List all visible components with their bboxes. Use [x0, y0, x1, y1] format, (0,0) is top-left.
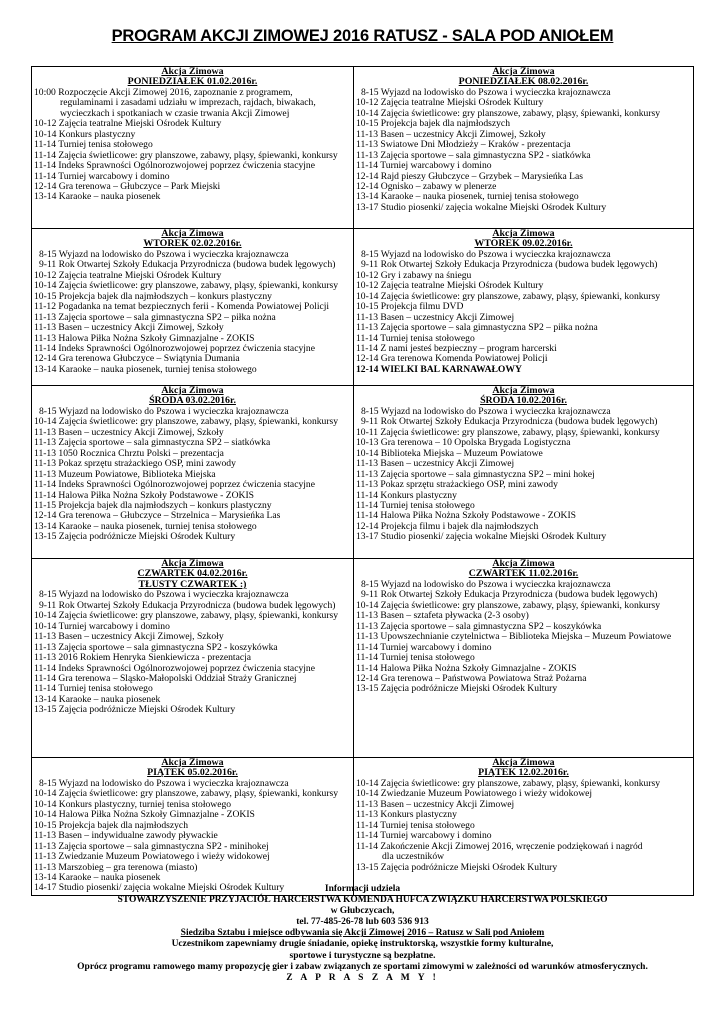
page-title: PROGRAM AKCJI ZIMOWEJ 2016 RATUSZ - SALA POD ANIOŁEM [111, 27, 614, 45]
schedule-entry: 11-13 Basen – uczestnicy Akcji Zimowej [356, 799, 515, 810]
schedule-entry: 12-14 Ognisko – zabawy w plenerze [356, 181, 497, 192]
schedule-row [32, 229, 694, 386]
schedule-entry: 10-14 Zajęcia świetlicowe: gry planszowe, zabawy, pląsy, śpiewanki, konkursy [356, 600, 661, 611]
info-label: Informacji udziela [324, 884, 401, 894]
schedule-row [32, 758, 694, 896]
day-label: Akcja Zimowa [161, 228, 224, 239]
day-cell [354, 67, 694, 229]
schedule-entry: 10-14 Zwiedzanie Muzeum Powiatowego i wieży widokowej [356, 789, 593, 800]
schedule-entry: wycieczkach i spotkaniach w czasie trwania Akcji Zimowej [60, 108, 290, 119]
schedule-entry: 11-14 Turniej tenisa stołowego [356, 653, 475, 664]
day-cell [32, 67, 354, 229]
schedule-entry: 8-15 Wyjazd na lodowisko do Pszowa i wycieczka krajoznawcza [361, 406, 611, 417]
day-label: Akcja Zimowa [161, 558, 224, 569]
schedule-entry: 10-14 Zajęcia świetlicowe: gry planszowe, zabawy, pląsy, śpiewanki, konkursy [34, 611, 339, 622]
schedule-entry: 10-14 Konkurs plastyczny, turniej tenisa stołowego [34, 799, 232, 810]
schedule-entry: 13-14 Karaoke – nauka piosenek [34, 192, 161, 203]
schedule-entry: dla uczestników [382, 852, 445, 863]
schedule-entry: 11-13 Zwiedzanie Muzeum Powiatowego i wieży widokowej [34, 852, 270, 863]
schedule-entry: 13-17 Studio piosenki/ zajęcia wokalne Miejski Ośrodek Kultury [356, 532, 607, 543]
schedule-entry: 8-15 Wyjazd na lodowisko do Pszowa i wycieczka krajoznawcza [361, 579, 611, 590]
schedule-entry: 10-14 Zajęcia świetlicowe: gry planszowe, zabawy, pląsy, śpiewanki, konkursy [34, 281, 339, 292]
schedule-entry: 11-14 Turniej tenisa stołowego [34, 140, 153, 151]
schedule-entry: 9-11 Rok Otwartej Szkoły Edukacja Przyrodnicza (budowa budek lęgowych) [361, 260, 658, 271]
schedule-entry: 11-13 2016 Rokiem Henryka Sienkiewicza - prezentacja [34, 653, 252, 664]
day-date: PIĄTEK 12.02.2016r. [478, 767, 569, 779]
day-cell [354, 229, 694, 386]
schedule-entry: 11-13 Zajęcia sportowe – sala gimnastyczna SP2 - minihokej [34, 841, 269, 852]
schedule-entry: 11-14 Indeks Sprawności Ogólnorozwojowej poprzez ćwiczenia stacyjne [34, 343, 315, 354]
schedule-entry: 10-14 Biblioteka Miejska – Muzeum Powiatowe [356, 448, 543, 459]
schedule-entry: 11-13 Basen – uczestnicy Akcji Zimowej, Szkoły [34, 632, 224, 643]
schedule-entry: 11-14 Turniej warcabowy i domino [356, 642, 492, 653]
schedule-entry: 10-11 Zajęcia świetlicowe: gry planszowe, zabawy, pląsy, śpiewanki, konkursy [356, 427, 660, 438]
schedule-entry: 10-12 Zajęcia teatralne Miejski Ośrodek Kultury [356, 281, 544, 292]
schedule-entry: 13-15 Zajęcia podróżnicze Miejski Ośrodek Kultury [356, 862, 558, 873]
day-date: PONIEDZIAŁEK 01.02.2016r. [127, 76, 258, 88]
day-date: PONIEDZIAŁEK 08.02.2016r. [458, 76, 589, 88]
schedule-entry: 11-14 Turniej tenisa stołowego [34, 684, 153, 695]
day-cell [32, 559, 354, 758]
schedule-entry: 8-15 Wyjazd na lodowisko do Pszowa i wycieczka krajoznawcza [39, 406, 289, 417]
schedule-entry: 9-11 Rok Otwartej Szkoły Edukacja Przyrodnicza (budowa budek lęgowych) [361, 417, 658, 428]
schedule-row [32, 386, 694, 559]
schedule-entry: 11-13 Halowa Piłka Nożna Szkoły Gimnazjalne - ZOKIS [34, 333, 255, 344]
schedule-entry: 11-13 Basen – uczestnicy Akcji Zimowej, Szkoły [34, 323, 224, 334]
schedule-entry: 11-14 Zakończenie Akcji Zimowej 2016, wręczenie podziękowań i nagród [356, 841, 643, 852]
schedule-entry: 11-13 Pokaz sprzętu strażackiego OSP, mini zawody [34, 459, 236, 470]
schedule-entry: 11-14 Turniej warcabowy i domino [356, 161, 492, 172]
day-subtitle: TŁUSTY CZWARTEK :) [138, 578, 247, 590]
schedule-entry: 11-14 Turniej tenisa stołowego [356, 333, 475, 344]
schedule-entry: 11-13 Basen – uczestnicy Akcji Zimowej [356, 312, 515, 323]
schedule-entry: 11-14 Gra terenowa – Śląsko-Małopolski Oddział Straży Granicznej [34, 673, 297, 684]
schedule-entry: 11-13 Konkurs plastyczny [356, 810, 457, 821]
schedule-entry: 10-14 Zajęcia świetlicowe: gry planszowe, zabawy, pląsy, śpiewanki, konkursy [356, 108, 661, 119]
schedule-entry: 10-12 Gry i zabawy na śniegu [356, 270, 472, 281]
schedule-entry: 11-13 Marszobieg – gra terenowa (miasto) [34, 862, 198, 873]
schedule-entry: 10-14 Zajęcia świetlicowe: gry planszowe, zabawy, pląsy, śpiewanki, konkursy [34, 789, 339, 800]
schedule-entry: 8-15 Wyjazd na lodowisko do Pszowa i wycieczka krajoznawcza [361, 87, 611, 98]
day-label: Akcja Zimowa [161, 757, 224, 768]
day-cell [32, 386, 354, 559]
schedule-entry: 13-14 Karaoke – nauka piosenek, turniej tenisa stołowego [34, 364, 257, 375]
schedule-entry: 9-11 Rok Otwartej Szkoły Edukacja Przyrodnicza (budowa budek lęgowych) [361, 590, 658, 601]
schedule-entry: 11-13 Basen – sztafeta pływacka (2-3 osoby) [356, 611, 529, 622]
schedule-entry: 11-14 Indeks Sprawności Ogólnorozwojowej poprzez ćwiczenia stacyjne [34, 663, 315, 674]
schedule-entry: 13-14 Karaoke – nauka piosenek [34, 872, 161, 883]
schedule-entry: 13-17 Studio piosenki/ zajęcia wokalne Miejski Ośrodek Kultury [356, 202, 607, 213]
schedule-entry: 10-14 Zajęcia świetlicowe: gry planszowe, zabawy, pląsy, śpiewanki, konkursy [34, 417, 339, 428]
schedule-entry: 11-13 Upowszechnianie czytelnictwa – Biblioteka Miejska – Muzeum Powiatowe [356, 632, 672, 643]
benefits-line-2: sportowe i turystyczne są bezpłatne. [289, 950, 436, 961]
schedule-entry: 10-15 Projekcja bajek dla najmłodszych – konkurs plastyczny [34, 291, 272, 302]
schedule-row [32, 559, 694, 758]
schedule-entry: 11-13 Zajęcia sportowe – sala gimnastyczna SP2 – mini hokej [356, 469, 595, 480]
schedule-entry: 11-13 Zajęcia sportowe – sala gimnastyczna SP2 – piłka nożna [34, 312, 276, 323]
day-label: Akcja Zimowa [492, 66, 555, 77]
schedule-entry: 11-14 Konkurs plastyczny [356, 490, 457, 501]
schedule-entry: 11-13 Basen – uczestnicy Akcji Zimowej, Szkoły [34, 427, 224, 438]
schedule-table [31, 66, 694, 896]
schedule-entry: 12-14 Gra terenowa – Głubczyce – Park Miejski [34, 181, 221, 192]
day-date: ŚRODA 03.02.2016r. [149, 395, 236, 407]
schedule-entry: 13-14 Karaoke – nauka piosenek, turniej tenisa stołowego [356, 192, 579, 203]
schedule-row [32, 67, 694, 229]
day-date: WTOREK 02.02.2016r. [143, 238, 242, 250]
schedule-entry: 8-15 Wyjazd na lodowisko do Pszowa i wycieczka krajoznawcza [39, 249, 289, 260]
schedule-entry: 10-14 Konkurs plastyczny [34, 129, 136, 140]
schedule-entry: 11-14 Indeks Sprawności Ogólnorozwojowej poprzez ćwiczenia stacyjne [34, 161, 315, 172]
day-label: Akcja Zimowa [492, 757, 555, 768]
schedule-entry: 11-14 Halowa Piłka Nożna Szkoły Podstawowe - ZOKIS [34, 490, 255, 501]
day-cell [354, 386, 694, 559]
schedule-entry: 10-14 Zajęcia świetlicowe: gry planszowe, zabawy, pląsy, śpiewanki, konkursy [356, 291, 661, 302]
schedule-entry: 10-12 Zajęcia teatralne Miejski Ośrodek Kultury [34, 270, 222, 281]
day-date: ŚRODA 10.02.2016r. [480, 395, 567, 407]
phone-numbers: tel. 77-485-26-78 lub 603 536 913 [296, 917, 429, 928]
schedule-entry: 9-11 Rok Otwartej Szkoły Edukacja Przyrodnicza (budowa budek lęgowych) [39, 260, 336, 271]
schedule-entry: 11-13 Basen – indywidualne zawody pływackie [34, 831, 218, 842]
schedule-entry: 11-13 Pokaz sprzętu strażackiego OSP, mini zawody [356, 480, 558, 491]
schedule-entry: 11-13 Basen – uczestnicy Akcji Zimowej [356, 459, 515, 470]
schedule-entry: 12-14 Gra terenowa – Głubczyce – Strzelnica – Marysieńka Las [34, 511, 281, 522]
schedule-entry: 11-14 Turniej tenisa stołowego [356, 820, 475, 831]
schedule-entry: 13-14 Karaoke – nauka piosenek, turniej tenisa stołowego [34, 521, 257, 532]
schedule-entry: 11-13 Zajęcia sportowe – sala gimnastyczna SP2 - koszykówka [34, 642, 278, 653]
day-date: PIĄTEK 05.02.2016r. [147, 767, 238, 779]
day-label: Akcja Zimowa [492, 385, 555, 396]
invitation: Z A P R A S Z A M Y ! [286, 972, 439, 983]
schedule-entry: 13-15 Zajęcia podróżnicze Miejski Ośrodek Kultury [34, 532, 236, 543]
schedule-entry: 12-14 Rajd pieszy Głubczyce – Grzybek – Marysieńka Las [356, 171, 583, 182]
schedule-entry: regulaminami i zasadami udziału w imprezach, rajdach, biwakach, [60, 98, 316, 109]
day-cell [354, 758, 694, 896]
schedule-entry: 10-12 Zajęcia teatralne Miejski Ośrodek Kultury [34, 119, 222, 130]
schedule-entry: 11-14 Halowa Piłka Nożna Szkoły Gimnazjalne - ZOKIS [356, 663, 577, 674]
schedule-entry: 10-12 Zajęcia teatralne Miejski Ośrodek Kultury [356, 98, 544, 109]
schedule-entry: 8-15 Wyjazd na lodowisko do Pszowa i wycieczka krajoznawcza [361, 249, 611, 260]
day-cell [354, 559, 694, 758]
schedule-entry: 11-14 Zajęcia świetlicowe: gry planszowe, zabawy, pląsy, śpiewanki, konkursy [34, 150, 338, 161]
schedule-entry: 10-15 Projekcja filmu DVD [356, 302, 464, 313]
day-cell [32, 758, 354, 896]
day-cell [32, 229, 354, 386]
schedule-entry: 11-14 Turniej warcabowy i domino [34, 171, 170, 182]
day-date: CZWARTEK 04.02.2016r. [137, 568, 248, 580]
day-date: CZWARTEK 11.02.2016r. [468, 568, 579, 580]
organization-city: w Głubczycach, [330, 906, 395, 917]
schedule-entry: 9-11 Rok Otwartej Szkoły Edukacja Przyrodnicza (budowa budek lęgowych) [39, 600, 336, 611]
contact-footer [0, 884, 725, 984]
schedule-entry: 11-15 Projekcja bajek dla najmłodszych – konkurs plastyczny [34, 500, 272, 511]
schedule-entry: 11-14 Z nami jesteś bezpieczny – program harcerski [356, 343, 557, 354]
schedule-entry: 11-14 Halowa Piłka Nożna Szkoły Podstawowe - ZOKIS [356, 511, 577, 522]
benefits-line: Uczestnikom zapewniamy drugie śniadanie, opiekę instruktorską, wszystkie formy kulturalne, [171, 939, 554, 950]
schedule-entry: 11-13 Zajęcia sportowe – sala gimnastyczna SP2 – piłka nożna [356, 323, 598, 334]
schedule-entry: 10-15 Projekcja bajek dla najmłodszych [356, 119, 510, 130]
schedule-entry: 11-13 Zajęcia sportowe – sala gimnastyczna SP2 – koszykówka [356, 621, 602, 632]
day-label: Akcja Zimowa [161, 385, 224, 396]
schedule-entry: 10-14 Turniej warcabowy i domino [34, 621, 170, 632]
schedule-entry: 12-14 Projekcja filmu i bajek dla najmłodszych [356, 521, 539, 532]
schedule-entry: 10-14 Zajęcia świetlicowe: gry planszowe, zabawy, pląsy, śpiewanki, konkursy [356, 778, 661, 789]
schedule-entry: 12-14 WIELKI BAL KARNAWAŁOWY [356, 364, 522, 375]
schedule-entry: 11-14 Turniej warcabowy i domino [356, 831, 492, 842]
schedule-entry: 11-13 Basen – uczestnicy Akcji Zimowej, Szkoły [356, 129, 546, 140]
schedule-entry: 10-14 Halowa Piłka Nożna Szkoły Gimnazjalne - ZOKIS [34, 810, 255, 821]
schedule-entry: 13-15 Zajęcia podróżnicze Miejski Ośrodek Kultury [34, 705, 236, 716]
schedule-entry: 12-14 Gra terenowa – Państwowa Powiatowa Straż Pożarna [356, 673, 587, 684]
schedule-entry: 11-12 Pogadanka na temat bezpiecznych ferii - Komenda Powiatowej Policji [34, 302, 330, 313]
schedule-entry: 11-13 1050 Rocznica Chrztu Polski – prezentacja [34, 448, 224, 459]
schedule-entry: 10:00 Rozpoczęcie Akcji Zimowej 2016, zapoznanie z programem, [34, 87, 293, 98]
schedule-entry: 11-13 Zajęcia sportowe – sala gimnastyczna SP2 – siatkówka [34, 438, 271, 449]
schedule-entry: 8-15 Wyjazd na lodowisko do Pszowa i wycieczka krajoznawcza [39, 778, 289, 789]
schedule-entry: 11-13 Światowe Dni Młodzieży – Kraków - prezentacja [356, 140, 571, 151]
schedule-entry: 11-13 Zajęcia sportowe – sala gimnastyczna SP2 - siatkówka [356, 150, 591, 161]
headquarters-note: Siedziba Sztabu i miejsce odbywania się Akcji Zimowej 2016 – Ratusz w Sali pod Aniołem [180, 928, 545, 939]
day-date: WTOREK 09.02.2016r. [474, 238, 573, 250]
extra-program-note: Oprócz programu ramowego mamy propozycję gier i zabaw związanych ze sportami zimowymi w zależności od warunków atmosferycznych. [77, 961, 648, 972]
day-label: Akcja Zimowa [161, 66, 224, 77]
schedule-entry: 10-15 Projekcja bajek dla najmłodszych [34, 820, 188, 831]
schedule-entry: 10-13 Gra terenowa – 10 Opolska Brygada Logistyczna [356, 438, 571, 449]
organization-name: STOWARZYSZENIE PRZYJACIÓŁ HARCERSTWA KOMENDA HUFCA ZWIĄZKU HARCERSTWA POLSKIEGO [117, 895, 608, 906]
schedule-entry: 12-14 Gra terenowa Komenda Powiatowej Policji [356, 354, 548, 365]
schedule-entry: 13-15 Zajęcia podróżnicze Miejski Ośrodek Kultury [356, 684, 558, 695]
schedule-entry: 12-14 Gra terenowa Głubczyce – Świątynia Dumania [34, 354, 240, 365]
schedule-entry: 13-14 Karaoke – nauka piosenek [34, 694, 161, 705]
schedule-entry: 11-14 Indeks Sprawności Ogólnorozwojowej poprzez ćwiczenia stacyjne [34, 480, 315, 491]
schedule-entry: 8-15 Wyjazd na lodowisko do Pszowa i wycieczka krajoznawcza [39, 590, 289, 601]
schedule-entry: 14-17 Studio piosenki/ zajęcia wokalne Miejski Ośrodek Kultury [34, 883, 285, 894]
day-label: Akcja Zimowa [492, 558, 555, 569]
schedule-entry: 11-13 Muzeum Powiatowe, Biblioteka Miejska [34, 469, 216, 480]
schedule-entry: 11-14 Turniej tenisa stołowego [356, 500, 475, 511]
day-label: Akcja Zimowa [492, 228, 555, 239]
